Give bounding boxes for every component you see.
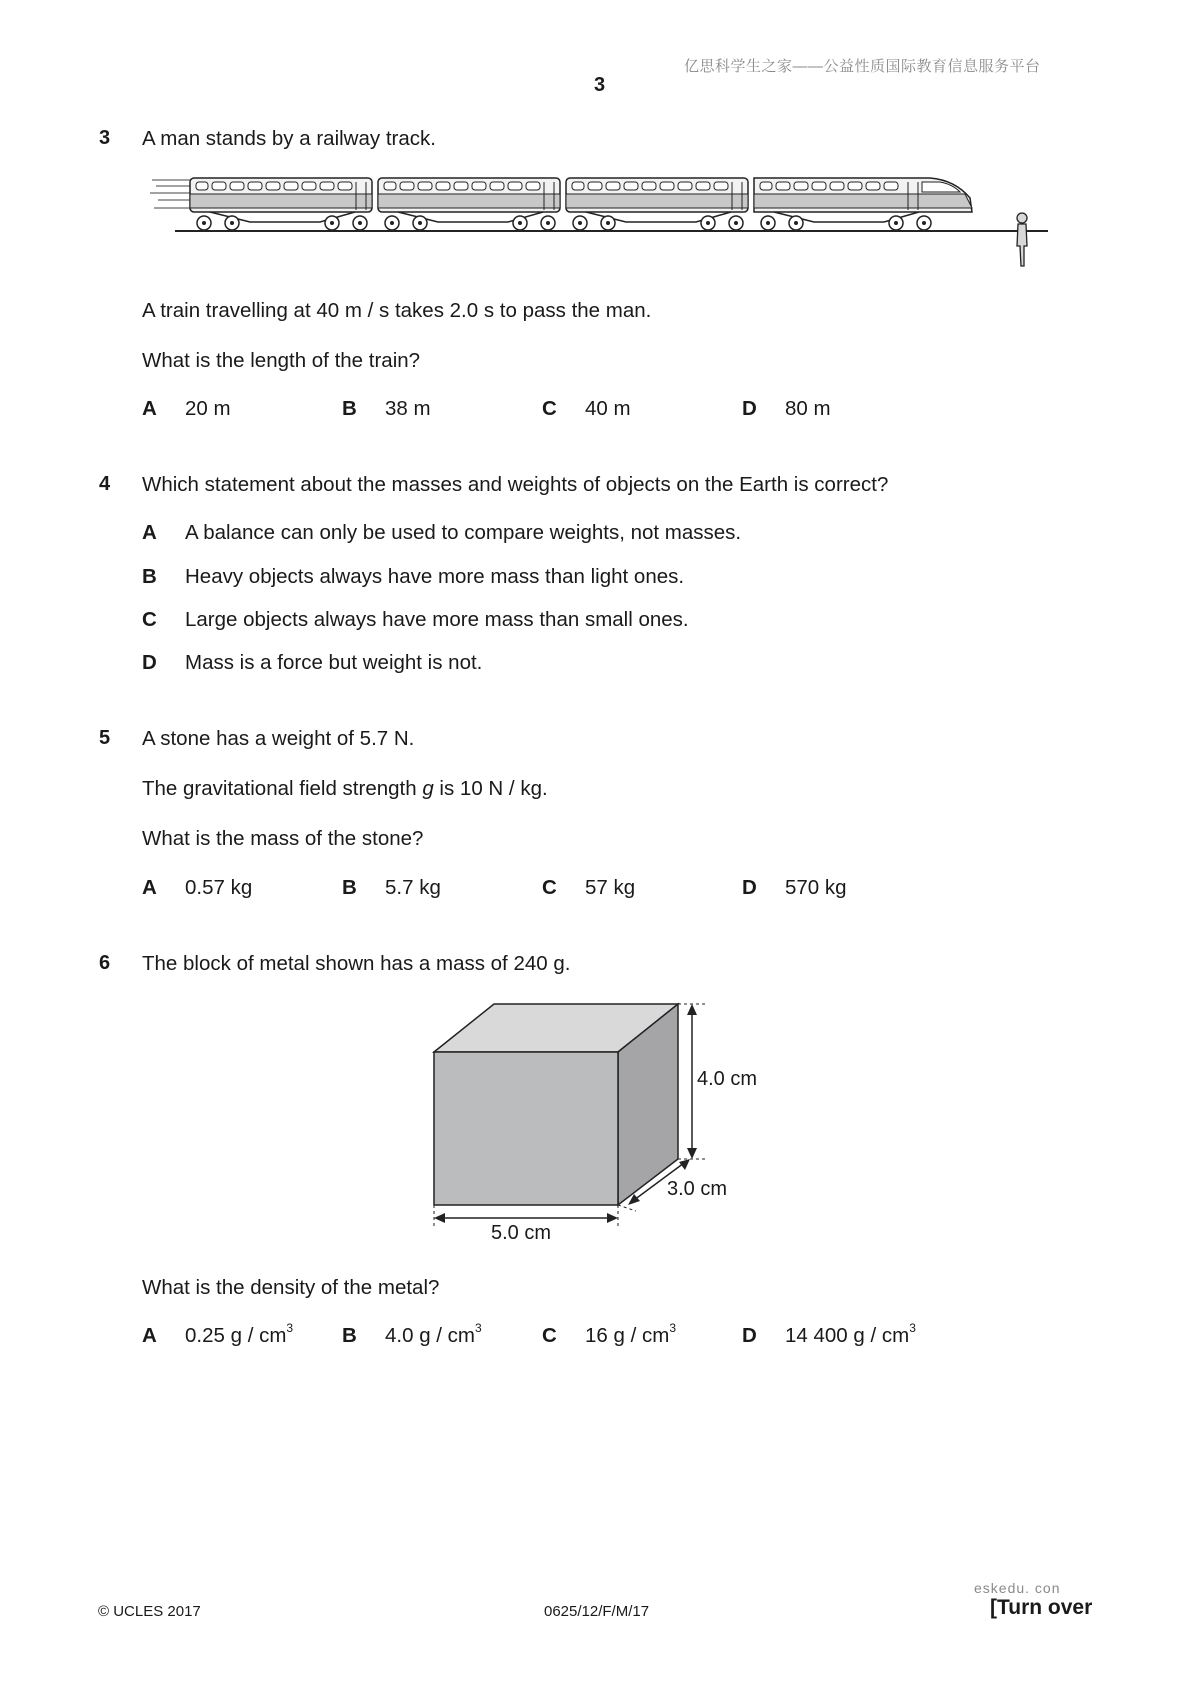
block-width-label: 5.0 cm (491, 1222, 552, 1244)
q6-option-d-letter[interactable]: D (742, 1324, 757, 1347)
footer-watermark: eskedu. con (974, 1580, 1061, 1596)
footer-copyright: © UCLES 2017 (98, 1603, 201, 1620)
q4-option-c-text[interactable]: Large objects always have more mass than small ones. (185, 608, 689, 631)
question-6-line: What is the density of the metal? (142, 1276, 440, 1299)
question-6-number: 6 (99, 952, 111, 974)
q6-option-a-text[interactable]: 0.25 g / $cm^3$ (185, 1321, 294, 1347)
header-watermark: 亿思科学生之家——公益性质国际教育信息服务平台 (684, 58, 1041, 75)
q3-option-b-letter[interactable]: B (342, 397, 357, 420)
q3-option-b-text[interactable]: 38 m (385, 397, 431, 420)
q6-option-a-letter[interactable]: A (142, 1324, 157, 1347)
q4-option-a-text[interactable]: A balance can only be used to compare weights, not masses. (185, 521, 742, 544)
q4-option-a-letter[interactable]: A (142, 521, 157, 544)
q5-option-d-text[interactable]: 570 kg (785, 876, 847, 899)
q5-option-b-letter[interactable]: B (342, 876, 357, 899)
q5-option-a-letter[interactable]: A (142, 876, 157, 899)
q4-option-b-text[interactable]: Heavy objects always have more mass than light ones. (185, 565, 685, 588)
metal-block-diagram (420, 995, 740, 1255)
q3-option-a-letter[interactable]: A (142, 397, 157, 420)
question-4-number: 4 (99, 473, 111, 495)
question-4-stem: Which statement about the masses and weights of objects on the Earth is correct? (142, 473, 889, 496)
q4-option-b-letter[interactable]: B (142, 565, 157, 588)
question-3-stem: A man stands by a railway track. (142, 127, 436, 150)
q6-option-b-letter[interactable]: B (342, 1324, 357, 1347)
footer-paper-code: 0625/12/F/M/17 (544, 1603, 650, 1620)
page-number: 3 (594, 74, 606, 96)
q6-option-b-text[interactable]: 4.0 g / $cm^3$ (385, 1321, 482, 1347)
question-5-line-2: What is the mass of the stone? (142, 827, 424, 850)
q3-option-c-text[interactable]: 40 m (585, 397, 631, 420)
q3-option-c-letter[interactable]: C (542, 397, 557, 420)
q6-option-d-text[interactable]: 14 400 g / $cm^3$ (785, 1321, 916, 1347)
man-figure (1017, 213, 1027, 266)
q5-option-d-letter[interactable]: D (742, 876, 757, 899)
q3-option-d-text[interactable]: 80 m (785, 397, 831, 420)
q6-option-c-letter[interactable]: C (542, 1324, 557, 1347)
turn-over-label: [Turn over (990, 1596, 1093, 1619)
question-3-line-2: What is the length of the train? (142, 349, 421, 372)
question-5-stem: A stone has a weight of 5.7 N. (142, 727, 415, 750)
question-5-line-1: The gravitational field strength g is 10 N / kg. (142, 777, 548, 800)
train-diagram (150, 170, 1050, 275)
block-height-label: 4.0 cm (697, 1068, 758, 1090)
q5-option-c-text[interactable]: 57 kg (585, 876, 636, 899)
q5-option-c-letter[interactable]: C (542, 876, 557, 899)
question-3-number: 3 (99, 127, 111, 149)
question-5-number: 5 (99, 727, 111, 749)
question-6-stem: The block of metal shown has a mass of 240 g. (142, 952, 571, 975)
q4-option-c-letter[interactable]: C (142, 608, 157, 631)
q6-option-c-text[interactable]: 16 g / $cm^3$ (585, 1321, 676, 1347)
q4-option-d-letter[interactable]: D (142, 651, 157, 674)
q3-option-d-letter[interactable]: D (742, 397, 757, 420)
q5-option-b-text[interactable]: 5.7 kg (385, 876, 441, 899)
q3-option-a-text[interactable]: 20 m (185, 397, 231, 420)
question-3-line-1: A train travelling at 40 m / s takes 2.0 s to pass the man. (142, 299, 652, 322)
block-depth-label: 3.0 cm (667, 1178, 728, 1200)
q5-option-a-text[interactable]: 0.57 kg (185, 876, 253, 899)
q4-option-d-text[interactable]: Mass is a force but weight is not. (185, 651, 483, 674)
